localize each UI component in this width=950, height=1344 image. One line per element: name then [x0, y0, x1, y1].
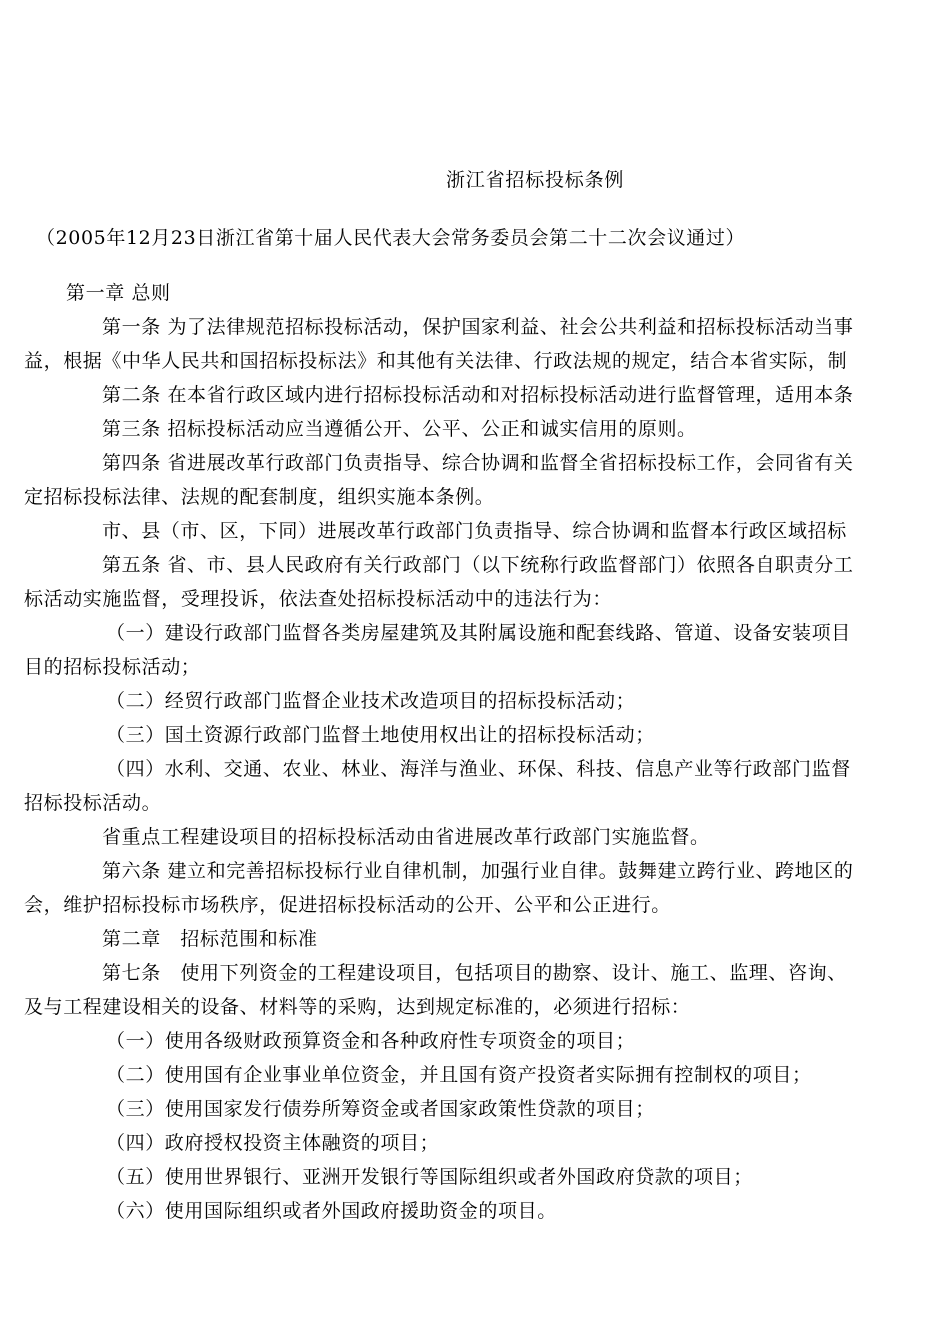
list-item: （二）使用国有企业事业单位资金，并且国有资产投资者实际拥有控制权的项目； — [106, 1064, 812, 1086]
document-subtitle: （2005年12月23日浙江省第十届人民代表大会常务委员会第二十二次会议通过） — [36, 227, 746, 249]
list-item: （五）使用世界银行、亚洲开发银行等国际组织或者外国政府贷款的项目； — [106, 1166, 753, 1188]
article-line: 会，维护招标投标市场秩序，促进招标投标活动的公开、公平和公正进行。 — [24, 894, 671, 916]
list-item: 目的招标投标活动； — [24, 656, 201, 678]
article-line: 定招标投标法律、法规的配套制度，组织实施本条例。 — [24, 486, 495, 508]
article-line: 省重点工程建设项目的招标投标活动由省进展改革行政部门实施监督。 — [102, 826, 710, 848]
article-line: 益，根据《中华人民共和国招标投标法》和其他有关法律、行政法规的规定，结合本省实际，制 — [24, 350, 848, 372]
article-line: 第四条 省进展改革行政部门负责指导、综合协调和监督全省招标投标工作，会同省有关 — [102, 452, 854, 474]
article-line: 第五条 省、市、县人民政府有关行政部门（以下统称行政监督部门）依照各自职责分工 — [102, 554, 854, 576]
list-item: 招标投标活动。 — [24, 792, 162, 814]
article-line: 第六条 建立和完善招标投标行业自律机制，加强行业自律。鼓舞建立跨行业、跨地区的 — [102, 860, 854, 882]
document-title: 浙江省招标投标条例 — [446, 169, 625, 191]
article-line: 第二条 在本省行政区域内进行招标投标活动和对招标投标活动进行监督管理，适用本条 — [102, 384, 854, 406]
list-item: （四）政府授权投资主体融资的项目； — [106, 1132, 440, 1154]
article-line: 第一条 为了法律规范招标投标活动，保护国家利益、社会公共利益和招标投标活动当事 — [102, 316, 854, 338]
article-line: 及与工程建设相关的设备、材料等的采购，达到规定标准的，必须进行招标： — [24, 996, 691, 1018]
list-item: （一）使用各级财政预算资金和各种政府性专项资金的项目； — [106, 1030, 636, 1052]
article-line: 第三条 招标投标活动应当遵循公开、公平、公正和诚实信用的原则。 — [102, 418, 697, 440]
article-line: 市、县（市、区，下同）进展改革行政部门负责指导、综合协调和监督本行政区域招标 — [102, 520, 847, 542]
article-line: 第七条 使用下列资金的工程建设项目，包括项目的勘察、设计、施工、监理、咨询、 — [102, 962, 847, 984]
list-item: （二）经贸行政部门监督企业技术改造项目的招标投标活动； — [106, 690, 636, 712]
list-item: （四）水利、交通、农业、林业、海洋与渔业、环保、科技、信息产业等行政部门监督 — [106, 758, 851, 780]
list-item: （三）国土资源行政部门监督土地使用权出让的招标投标活动； — [106, 724, 655, 746]
chapter-heading: 第一章 总则 — [66, 282, 171, 304]
list-item: （三）使用国家发行债券所筹资金或者国家政策性贷款的项目； — [106, 1098, 655, 1120]
chapter-heading: 第二章 招标范围和标准 — [102, 928, 318, 950]
article-line: 标活动实施监督，受理投诉，依法查处招标投标活动中的违法行为： — [24, 588, 613, 610]
list-item: （一）建设行政部门监督各类房屋建筑及其附属设施和配套线路、管道、设备安装项目 — [106, 622, 851, 644]
list-item: （六）使用国际组织或者外国政府援助资金的项目。 — [106, 1200, 557, 1222]
